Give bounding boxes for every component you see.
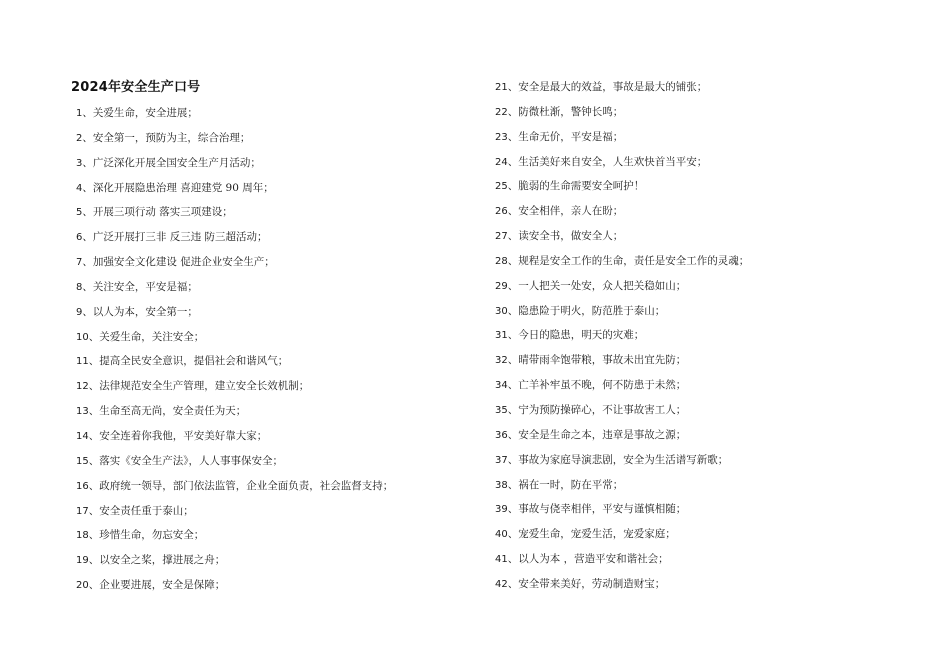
slogan-text: 、规程是安全工作的生命，责任是安全工作的灵魂； (507, 254, 750, 267)
slogan-item (495, 199, 895, 224)
slogan-number: 29 (495, 280, 508, 292)
slogan-number: 20 (76, 580, 89, 592)
slogan-number: 41 (495, 554, 508, 566)
slogan-number: 27 (495, 231, 508, 243)
slogan-item (495, 75, 895, 100)
slogan-item (76, 349, 456, 374)
slogan-text: 、祸在一时，防在平常； (507, 478, 624, 491)
slogan-text: 、珍惜生命，勿忘安全； (88, 529, 205, 542)
slogan-item (495, 125, 895, 150)
slogan-number: 42 (495, 578, 508, 590)
slogan-number: 30 (495, 305, 508, 317)
slogan-text: 、防微杜渐，警钟长鸣； (507, 105, 624, 118)
slogan-text: 、法律规范安全生产管理，建立安全长效机制； (88, 380, 310, 393)
slogan-item (76, 573, 456, 598)
slogan-text: 、提高全民安全意识，提倡社会和谐风气； (88, 355, 289, 368)
slogan-item (495, 274, 895, 299)
slogan-number: 19 (76, 555, 89, 567)
slogan-text: 、晴带雨伞饱带粮，事故未出宜先防； (507, 354, 687, 367)
slogan-item (495, 497, 895, 522)
slogan-number: 23 (495, 131, 508, 143)
slogan-item (495, 398, 895, 423)
slogan-number: 25 (495, 181, 508, 193)
slogan-number: 18 (76, 530, 89, 542)
slogan-item (76, 300, 456, 325)
slogan-item (495, 224, 895, 249)
slogan-text: 、安全相伴，亲人在盼； (507, 205, 624, 218)
slogan-number: 13 (76, 406, 89, 418)
slogan-item (76, 325, 456, 350)
slogan-number: 12 (76, 381, 89, 393)
slogan-item (76, 250, 456, 275)
slogan-text: 、开展三项行动 落实三项建设； (82, 206, 233, 219)
slogan-number: 2 (76, 132, 83, 144)
slogan-item (76, 151, 456, 176)
slogan-item (495, 572, 895, 597)
slogan-number: 21 (495, 82, 508, 93)
slogan-item (76, 474, 456, 499)
slogan-item (76, 424, 456, 449)
slogan-number: 36 (495, 429, 508, 441)
slogan-item (76, 225, 456, 250)
slogan-number: 4 (76, 182, 83, 194)
slogan-item (76, 126, 456, 151)
slogan-text: 、今日的隐患，明天的灾难； (507, 329, 645, 342)
slogan-number: 10 (76, 331, 89, 343)
slogan-text: 、安全连着你我他，平安美好靠大家； (88, 429, 268, 442)
slogan-text: 、广泛开展打三非 反三违 防三超活动； (82, 231, 268, 244)
slogan-item (495, 547, 895, 572)
slogan-item (495, 150, 895, 175)
slogan-number: 31 (495, 330, 508, 342)
slogan-number: 38 (495, 479, 508, 491)
slogan-text: 、加强安全文化建设 促进企业安全生产； (82, 256, 275, 269)
slogan-text: 、生命至高无尚，安全责任为天； (88, 405, 247, 418)
slogan-text: 、关爱生命，安全进展； (82, 107, 198, 119)
slogan-list-right (495, 75, 895, 597)
slogan-text: 、以安全之桨，撑进展之舟； (88, 554, 226, 567)
slogan-item (495, 373, 895, 398)
slogan-text: 、企业要进展，安全是保障； (88, 579, 226, 592)
slogan-item (76, 548, 456, 573)
slogan-number: 17 (76, 505, 89, 517)
slogan-item (76, 499, 456, 524)
slogan-text: 、宠爱生命，宠爱生活，宠爱家庭； (507, 528, 676, 541)
slogan-item (76, 176, 456, 201)
slogan-text: 、深化开展隐患治理 喜迎建党 90 周年； (82, 181, 274, 194)
slogan-text: 、安全第一，预防为主，综合治理； (82, 131, 251, 144)
slogan-number: 5 (76, 207, 83, 219)
slogan-text: 、宁为预防操碎心，不让事故害工人； (507, 403, 687, 416)
slogan-text: 、亡羊补牢虽不晚，何不防患于未然； (507, 379, 687, 392)
slogan-item (495, 299, 895, 324)
slogan-text: 、脆弱的生命需要安全呵护！ (507, 180, 645, 193)
slogan-list-left (76, 101, 456, 598)
slogan-text: 、生活美好来自安全，人生欢快首当平安； (507, 155, 708, 168)
slogan-text: 、一人把关一处安，众人把关稳如山； (507, 279, 687, 292)
slogan-item (495, 448, 895, 473)
slogan-text: 、事故为家庭导演悲剧，安全为生活谱写新歌； (507, 453, 729, 466)
slogan-number: 16 (76, 480, 89, 492)
slogan-text: 、落实《安全生产法》，人人事事保安全； (88, 454, 283, 467)
slogan-item (495, 348, 895, 373)
slogan-text: 、生命无价，平安是福； (507, 130, 624, 143)
slogan-item (495, 174, 895, 199)
slogan-number: 7 (76, 257, 83, 269)
slogan-number: 26 (495, 206, 508, 218)
slogan-number: 9 (76, 306, 83, 318)
slogan-item (76, 275, 456, 300)
slogan-item (495, 473, 895, 498)
slogan-text: 、关爱生命，关注安全； (88, 330, 205, 343)
slogan-text: 、广泛深化开展全国安全生产月活动； (82, 156, 261, 169)
slogan-text: 、以人为本，安全第一； (82, 305, 198, 318)
slogan-number: 35 (495, 404, 508, 416)
slogan-number: 14 (76, 430, 89, 442)
slogan-text: 、政府统一领导，部门依法监管，企业全面负责，社会监督支持； (88, 479, 394, 492)
slogan-text: 、安全是最大的效益，事故是最大的铺张； (507, 81, 708, 93)
slogan-number: 32 (495, 355, 508, 367)
slogan-text: 、安全是生命之本，违章是事故之源； (507, 428, 687, 441)
slogan-item (495, 522, 895, 547)
slogan-number: 40 (495, 529, 508, 541)
slogan-number: 24 (495, 156, 508, 168)
slogan-item (495, 249, 895, 274)
slogan-number: 6 (76, 232, 83, 244)
slogan-item (495, 323, 895, 348)
slogan-item (76, 523, 456, 548)
slogan-item (76, 399, 456, 424)
slogan-number: 28 (495, 255, 508, 267)
slogan-text: 、安全带来美好，劳动制造财宝； (507, 577, 666, 590)
slogan-number: 34 (495, 380, 508, 392)
slogan-number: 3 (76, 157, 83, 169)
slogan-number: 15 (76, 455, 89, 467)
slogan-item (76, 449, 456, 474)
slogan-text: 、以人为本 ，营造平安和谐社会； (507, 553, 669, 566)
slogan-number: 1 (76, 108, 83, 119)
slogan-item (76, 374, 456, 399)
slogan-item (495, 100, 895, 125)
slogan-number: 39 (495, 504, 508, 516)
slogan-text: 、安全责任重于泰山； (88, 504, 194, 517)
slogan-number: 11 (76, 356, 89, 368)
slogan-number: 8 (76, 281, 83, 293)
slogan-text: 、事故与侥幸相伴，平安与谨慎相随； (507, 503, 687, 516)
page-title: 2024年安全生产口号 (71, 80, 201, 95)
slogan-item (76, 200, 456, 225)
slogan-item (76, 101, 456, 126)
slogan-text: 、隐患险于明火，防范胜于泰山； (507, 304, 666, 317)
slogan-item (495, 423, 895, 448)
slogan-number: 37 (495, 454, 508, 466)
slogan-text: 、读安全书，做安全人； (507, 230, 624, 243)
slogan-number: 22 (495, 106, 508, 118)
slogan-text: 、关注安全，平安是福； (82, 280, 198, 293)
